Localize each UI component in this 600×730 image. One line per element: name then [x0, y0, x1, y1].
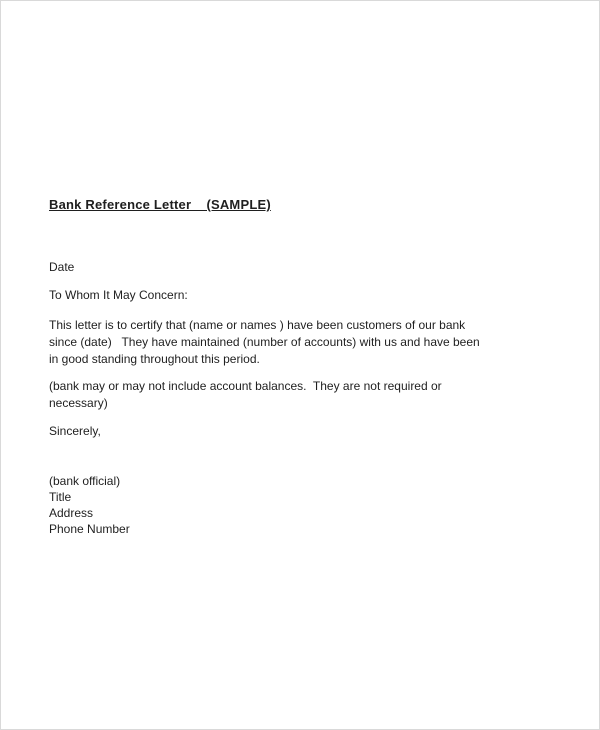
- body-paragraph-2-line-1: (bank may or may not include account balances. They are not required or: [49, 379, 442, 393]
- signature-block: [49, 473, 559, 537]
- body-paragraph-2-line-2: necessary): [49, 396, 108, 410]
- closing-line: Sincerely,: [49, 424, 101, 438]
- letter-content: [49, 1, 559, 537]
- signature-phone-number: Phone Number: [49, 522, 130, 536]
- body-paragraph-1-line-1: This letter is to certify that (name or names ) have been customers of our bank: [49, 318, 466, 332]
- body-paragraph-2: [49, 378, 559, 412]
- letter-title: Bank Reference Letter (SAMPLE): [49, 197, 271, 212]
- body-paragraph-1-line-2: since (date) They have maintained (number of accounts) with us and have been: [49, 335, 480, 349]
- body-paragraph-1-line-3: in good standing throughout this period.: [49, 352, 260, 366]
- signature-title: Title: [49, 490, 72, 504]
- signature-bank-official: (bank official): [49, 474, 121, 488]
- body-paragraph-1: [49, 317, 559, 368]
- date-placeholder-line: Date: [49, 260, 75, 274]
- salutation-line: To Whom It May Concern:: [49, 288, 188, 302]
- signature-address: Address: [49, 506, 94, 520]
